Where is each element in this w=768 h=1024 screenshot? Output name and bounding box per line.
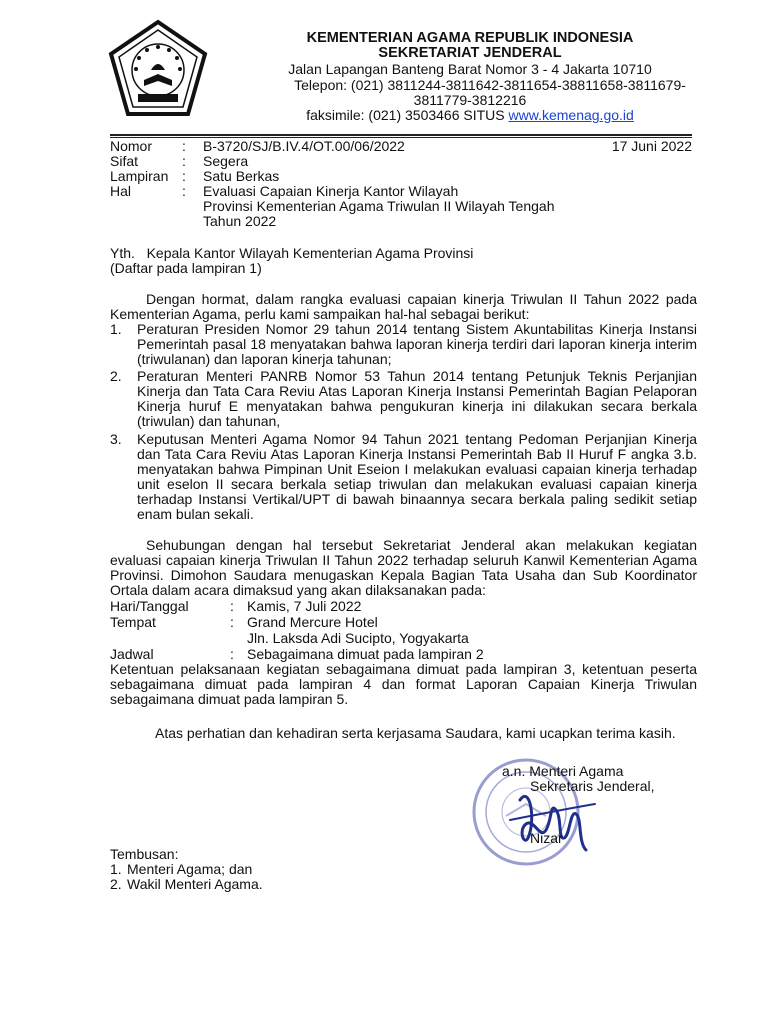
schedule-day-value: Kamis, 7 Juli 2022 <box>247 598 362 614</box>
list-item-number: 2. <box>110 368 122 384</box>
schedule-day-label: Hari/Tanggal <box>110 598 189 614</box>
second-paragraph: Sehubungan dengan hal tersebut Sekretariat Jenderal akan melakukan kegiatan evaluasi capaian kinerja Triwulan II Tahun 2022 terhadap seluruh Kanwil Kementerian Agama Provinsi. Dimohon Saudara menugaskan Kepala Bagian Tata Usaha dan Sub Koordinator Ortala dalam acara dimaksud yang akan dilaksanakan pada: <box>110 537 697 598</box>
hal-value-line-1: Evaluasi Capaian Kinerja Kantor Wilayah <box>203 183 459 199</box>
cc-item-text: Menteri Agama; dan <box>127 861 253 877</box>
unit-name: SEKRETARIAT JENDERAL <box>378 45 562 61</box>
letter-date: 17 Juni 2022 <box>611 138 692 154</box>
hal-colon: : <box>182 183 186 199</box>
website-link[interactable]: www.kemenag.go.id <box>508 107 634 123</box>
list-item-number: 3. <box>110 431 122 447</box>
addressee-line-1: Yth. Kepala Kantor Wilayah Kementerian Agama Provinsi <box>110 245 474 261</box>
cc-title: Tembusan: <box>110 846 179 862</box>
sifat-label: Sifat <box>110 153 139 169</box>
signature-on-behalf: a.n. Menteri Agama <box>502 763 624 779</box>
addressee-line-2: (Daftar pada lampiran 1) <box>110 260 262 276</box>
schedule-agenda-value: Sebagaimana dimuat pada lampiran 2 <box>247 646 484 662</box>
hal-value-line-2: Provinsi Kementerian Agama Triwulan II Wilayah Tengah <box>203 198 555 214</box>
header-rule-thick <box>110 134 692 136</box>
list-item-number: 1. <box>110 321 122 337</box>
third-paragraph: Ketentuan pelaksanaan kegiatan sebagaimana dimuat pada lampiran 3, ketentuan peserta sebagaimana dimuat pada lampiran 4 dan format Laporan Capaian Kinerja Triwulan sebagaimana dimuat pada lampiran 5. <box>110 661 697 707</box>
list-item-text: Peraturan Menteri PANRB Nomor 53 Tahun 2014 tentang Petunjuk Teknis Perjanjian Kinerja dan Tata Cara Reviu Atas Laporan Kinerja Instansi Pemerintah Bagian Pelaporan Kinerja huruf E menyatakan bahwa pengukuran kinerja ini dilakukan secara berkala (triwulan) dan tahunan, <box>137 368 697 429</box>
fax-text: faksimile: (021) 3503466 SITUS <box>306 107 509 123</box>
hal-value-line-3: Tahun 2022 <box>203 213 277 229</box>
hal-label: Hal <box>110 183 132 199</box>
kemenag-logo <box>106 18 210 122</box>
phone-line-1: Telepon: (021) 3811244-3811642-3811654-38811658-3811679- <box>294 77 686 93</box>
cc-item-number: 1. <box>110 861 122 877</box>
schedule-place-colon: : <box>230 614 234 630</box>
sifat-colon: : <box>182 153 186 169</box>
signatory-name: Nizar <box>530 830 563 846</box>
schedule-place-value-1: Grand Mercure Hotel <box>247 614 378 630</box>
phone-line-2: 3811779-3812216 <box>413 92 527 108</box>
lampiran-colon: : <box>182 168 186 184</box>
schedule-agenda-label: Jadwal <box>110 646 154 662</box>
cc-item-text: Wakil Menteri Agama. <box>127 876 263 892</box>
nomor-label: Nomor <box>110 138 153 154</box>
schedule-day-colon: : <box>230 598 234 614</box>
nomor-value: B-3720/SJ/B.IV.4/OT.00/06/2022 <box>203 138 405 154</box>
schedule-place-value-2: Jln. Laksda Adi Sucipto, Yogyakarta <box>247 630 469 646</box>
list-item-text: Peraturan Presiden Nomor 29 tahun 2014 tentang Sistem Akuntabilitas Kinerja Instansi Pemerintah pasal 18 menyatakan bahwa laporan kinerja terdiri dari laporan kinerja interim (triwulanan) dan laporan kinerja tahunan; <box>137 321 697 367</box>
schedule-place-label: Tempat <box>110 614 156 630</box>
schedule-agenda-colon: : <box>230 646 234 662</box>
intro-paragraph: Dengan hormat, dalam rangka evaluasi capaian kinerja Triwulan II Tahun 2022 pada Kementerian Agama, perlu kami sampaikan hal-hal sebagai berikut: <box>110 291 697 322</box>
cc-item-number: 2. <box>110 876 122 892</box>
list-item-text: Keputusan Menteri Agama Nomor 94 Tahun 2021 tentang Pedoman Perjanjian Kinerja dan Tata Cara Reviu Atas Laporan Kinerja Instansi Pemerintah Bab II Huruf F angka 3.b. menyatakan bahwa Pimpinan Unit Eseion I melakukan evaluasi capaian kinerja terhadap unit eselon II secara berkala setiap triwulan dan melakukan evaluasi capaian kinerja terhadap Instansi Vertikal/UPT di bawah binaannya secara berkala paling sedikit setiap enam bulan sekali. <box>137 431 697 522</box>
sifat-value: Segera <box>203 153 249 169</box>
signature-title: Sekretaris Jenderal, <box>530 778 655 794</box>
nomor-colon: : <box>182 138 186 154</box>
lampiran-value: Satu Berkas <box>203 168 280 184</box>
closing-sentence: Atas perhatian dan kehadiran serta kerjasama Saudara, kami ucapkan terima kasih. <box>155 725 676 741</box>
address-line: Jalan Lapangan Banteng Barat Nomor 3 - 4 Jakarta 10710 <box>288 61 652 77</box>
fax-website-line <box>250 108 690 123</box>
lampiran-label: Lampiran <box>110 168 169 184</box>
ministry-name: KEMENTERIAN AGAMA REPUBLIK INDONESIA <box>306 30 634 46</box>
